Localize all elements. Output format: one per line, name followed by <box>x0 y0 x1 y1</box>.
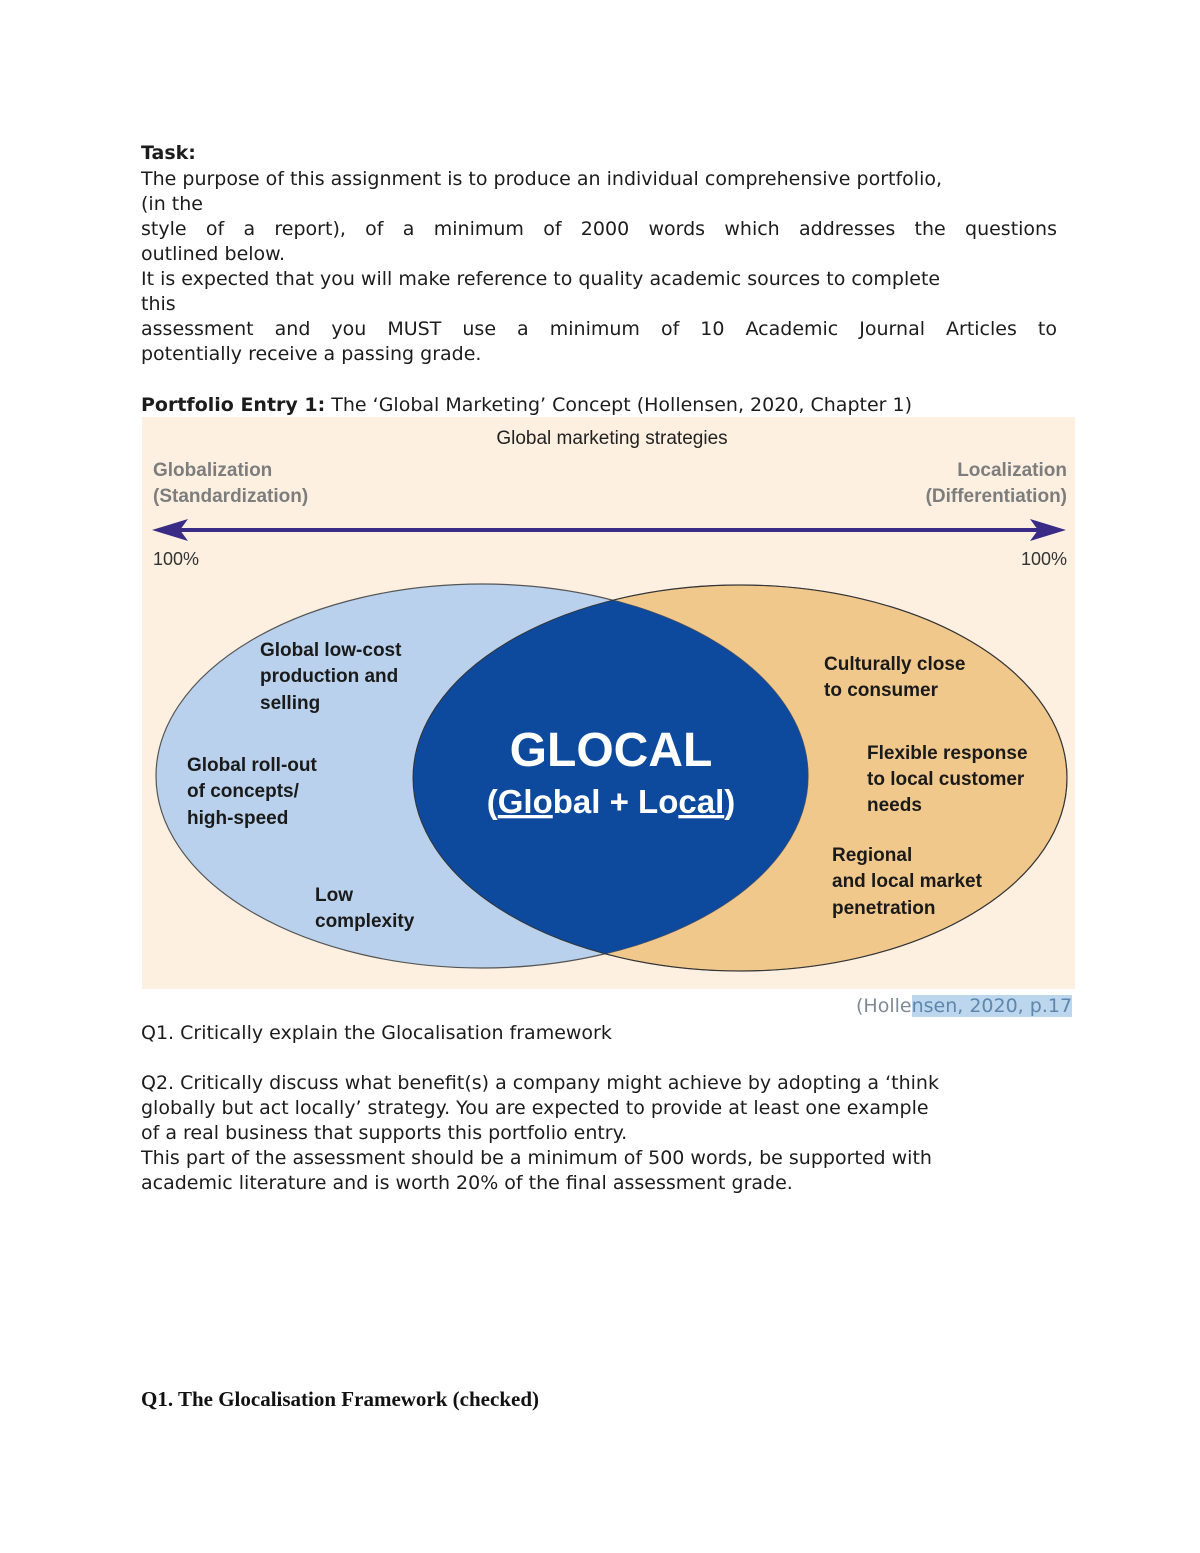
left-item-line: Low <box>315 885 353 906</box>
left-item-line: high-speed <box>187 808 289 829</box>
question-1: Q1. Critically explain the Glocalisation framework <box>141 1022 612 1044</box>
left-item-line: selling <box>260 693 321 714</box>
glocal-framework-figure <box>142 417 1075 989</box>
right-item-line: Culturally close <box>824 654 966 675</box>
task-line: (in the <box>141 193 203 215</box>
left-item-line: Global roll-out <box>187 755 317 776</box>
question-2-line: globally but act locally’ strategy. You are expected to provide at least one example <box>141 1097 929 1119</box>
portfolio-entry-label: Portfolio Entry 1: <box>141 394 326 416</box>
right-item-line: to consumer <box>824 680 939 701</box>
task-line: assessment and you MUST use a minimum of 10 Academic Journal Articles to <box>141 318 1057 340</box>
left-percent-label: 100% <box>153 549 200 569</box>
right-percent-label: 100% <box>1020 549 1067 569</box>
subtitle-close-paren: ) <box>724 783 736 820</box>
figure-title: Global marketing strategies <box>496 428 728 449</box>
section-heading: Q1. The Glocalisation Framework (checked) <box>141 1387 539 1411</box>
task-line: outlined below. <box>141 243 285 265</box>
task-heading: Task: <box>141 142 196 164</box>
left-item-line: of concepts/ <box>187 781 299 802</box>
standardization-label: (Standardization) <box>153 486 309 507</box>
task-line: It is expected that you will make reference to quality academic sources to complete <box>141 268 941 290</box>
question-2-line: of a real business that supports this portfolio entry. <box>141 1122 628 1144</box>
subtitle-open-paren: ( <box>486 783 498 820</box>
figure-caption <box>856 993 1072 1019</box>
subtitle-global-underlined: Glo <box>497 783 553 820</box>
question-2-line: academic literature and is worth 20% of the final assessment grade. <box>141 1172 793 1194</box>
question-2-line: This part of the assessment should be a minimum of 500 words, be supported with <box>141 1147 932 1169</box>
right-item-line: Flexible response <box>867 743 1028 764</box>
glocal-diagram <box>142 417 1075 989</box>
left-item-line: Global low-cost <box>260 640 402 661</box>
question-2-line: Q2. Critically discuss what benefit(s) a company might achieve by adopting a ‘think <box>141 1072 939 1094</box>
right-item-line: penetration <box>832 898 936 919</box>
task-line: this <box>141 293 176 315</box>
differentiation-label: (Differentiation) <box>925 486 1067 507</box>
right-item-line: to local customer <box>867 769 1025 790</box>
right-item-line: needs <box>867 795 922 816</box>
right-item-line: and local market <box>832 871 982 892</box>
glocal-title: GLOCAL <box>509 724 713 777</box>
portfolio-entry-text: The ‘Global Marketing’ Concept (Hollensen, 2020, Chapter 1) <box>325 394 912 416</box>
globalization-label: Globalization <box>153 460 273 481</box>
subtitle-middle: bal + Lo <box>552 783 679 820</box>
task-line: style of a report), of a minimum of 2000 words which addresses the questions <box>141 218 1057 240</box>
left-item-line: production and <box>260 666 399 687</box>
left-item-line: complexity <box>315 911 415 932</box>
caption-selected-text[interactable]: nsen, 2020, p.17 <box>911 995 1073 1017</box>
task-line: The purpose of this assignment is to produce an individual comprehensive portfolio, <box>141 168 943 190</box>
subtitle-local-underlined: cal <box>678 783 725 820</box>
task-line: potentially receive a passing grade. <box>141 343 482 365</box>
right-item-line: Regional <box>832 845 913 866</box>
localization-label: Localization <box>957 460 1067 481</box>
portfolio-entry-heading <box>141 393 1057 418</box>
caption-prefix: (Holle <box>856 995 912 1017</box>
glocal-subtitle <box>487 783 735 820</box>
